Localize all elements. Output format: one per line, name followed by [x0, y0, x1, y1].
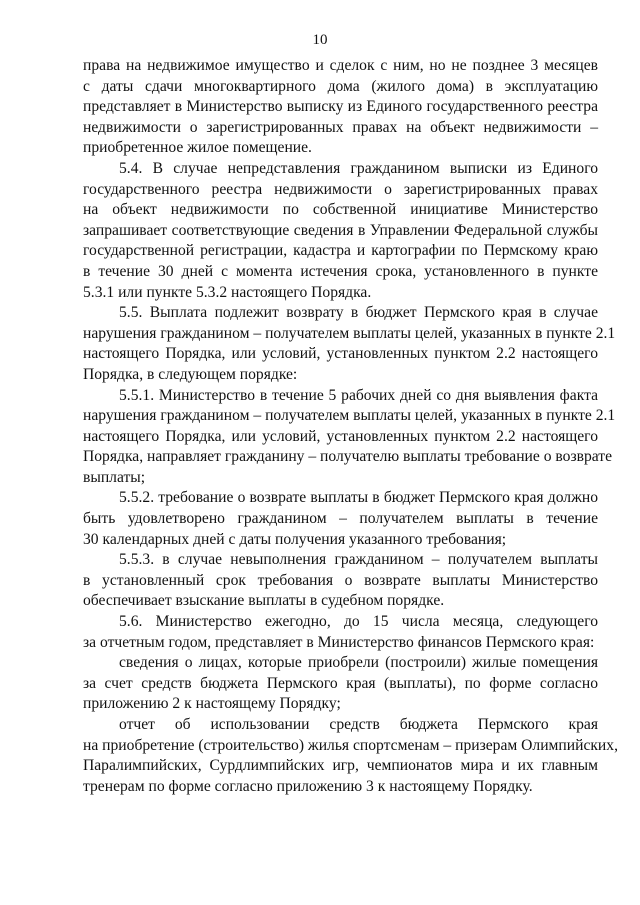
text-line: настоящего Порядка, или условий, установленных пунктом 2.2 настоящего: [83, 427, 598, 445]
document-body: [83, 56, 618, 797]
text-line: 5.5. Выплата подлежит возврату в бюджет Пермского края в случае: [119, 304, 598, 322]
text-line: государственного реестра недвижимости о зарегистрированных правах: [83, 180, 598, 198]
text-line: 5.3.1 или пункте 5.3.2 настоящего Порядка.: [83, 283, 372, 301]
paragraph: [83, 303, 616, 385]
paragraph: [83, 715, 618, 797]
text-line: 5.5.3. в случае невыполнения гражданином – получателем выплаты: [119, 551, 598, 569]
text-line: 30 календарных дней с даты получения указанного требования;: [83, 530, 507, 548]
text-line: с даты сдачи многоквартирного дома (жилого дома) в эксплуатацию: [83, 77, 598, 95]
text-line: отчет об использовании средств бюджета Пермского края: [119, 716, 598, 733]
text-line: нарушения гражданином – получателем выплаты целей, указанных в пункте 2.1: [83, 407, 616, 425]
text-line: Порядка, направляет гражданину – получателю выплаты требование о возврате: [83, 448, 613, 466]
paragraph: [83, 56, 598, 159]
text-line: приобретенное жилое помещение.: [83, 139, 312, 157]
text-line: на приобретение (строительство) жилья спортсменам – призерам Олимпийских,: [83, 736, 618, 754]
text-line: быть удовлетворено гражданином – получателем выплаты в течение: [83, 510, 598, 528]
text-line: тренерам по форме согласно приложению 3 к настоящему Порядку.: [83, 777, 533, 795]
text-line: приложению 2 к настоящему Порядку;: [83, 695, 341, 713]
text-line: за счет средств бюджета Пермского края (выплаты), по форме согласно: [83, 674, 598, 692]
text-line: сведения о лицах, которые приобрели (построили) жилые помещения: [119, 654, 598, 672]
paragraph: [83, 550, 598, 612]
paragraph: [83, 488, 598, 550]
text-line: государственной регистрации, кадастра и картографии по Пермскому краю: [83, 242, 598, 260]
text-line: Паралимпийских, Сурдлимпийских игр, чемпионатов мира и их главным: [83, 757, 598, 775]
text-line: на объект недвижимости по собственной инициативе Министерство: [83, 201, 598, 219]
text-line: настоящего Порядка, или условий, установленных пунктом 2.2 настоящего: [83, 345, 598, 363]
text-line: за отчетным годом, представляет в Министерство финансов Пермского края:: [83, 633, 595, 651]
text-line: Порядка, в следующем порядке:: [83, 365, 298, 383]
text-line: в течение 30 дней с момента истечения срока, установленного в пункте: [83, 262, 598, 280]
text-line: обеспечивает взыскание выплаты в судебном порядке.: [83, 592, 445, 610]
text-line: 5.6. Министерство ежегодно, до 15 числа месяца, следующего: [119, 613, 598, 631]
paragraph: [83, 653, 598, 715]
text-line: 5.4. В случае непредставления гражданином выписки из Единого: [119, 159, 598, 177]
paragraph: [83, 612, 598, 653]
text-line: нарушения гражданином – получателем выплаты целей, указанных в пункте 2.1: [83, 324, 616, 342]
text-line: выплаты;: [83, 468, 146, 486]
paragraph: [83, 159, 598, 303]
text-line: 5.5.1. Министерство в течение 5 рабочих дней со дня выявления факта: [119, 386, 598, 404]
text-line: права на недвижимое имущество и сделок с ним, но не позднее 3 месяцев: [83, 57, 598, 74]
text-line: представляет в Министерство выписку из Единого государственного реестра: [83, 98, 598, 116]
paragraph: [83, 386, 616, 489]
page-number: 10: [312, 32, 328, 48]
text-line: в установленный срок требования о возврате выплаты Министерство: [83, 571, 598, 589]
text-line: запрашивает соответствующие сведения в Управлении Федеральной службы: [83, 221, 598, 239]
text-line: недвижимости о зарегистрированных правах на объект недвижимости –: [83, 118, 598, 136]
text-line: 5.5.2. требование о возврате выплаты в бюджет Пермского края должно: [119, 489, 598, 507]
